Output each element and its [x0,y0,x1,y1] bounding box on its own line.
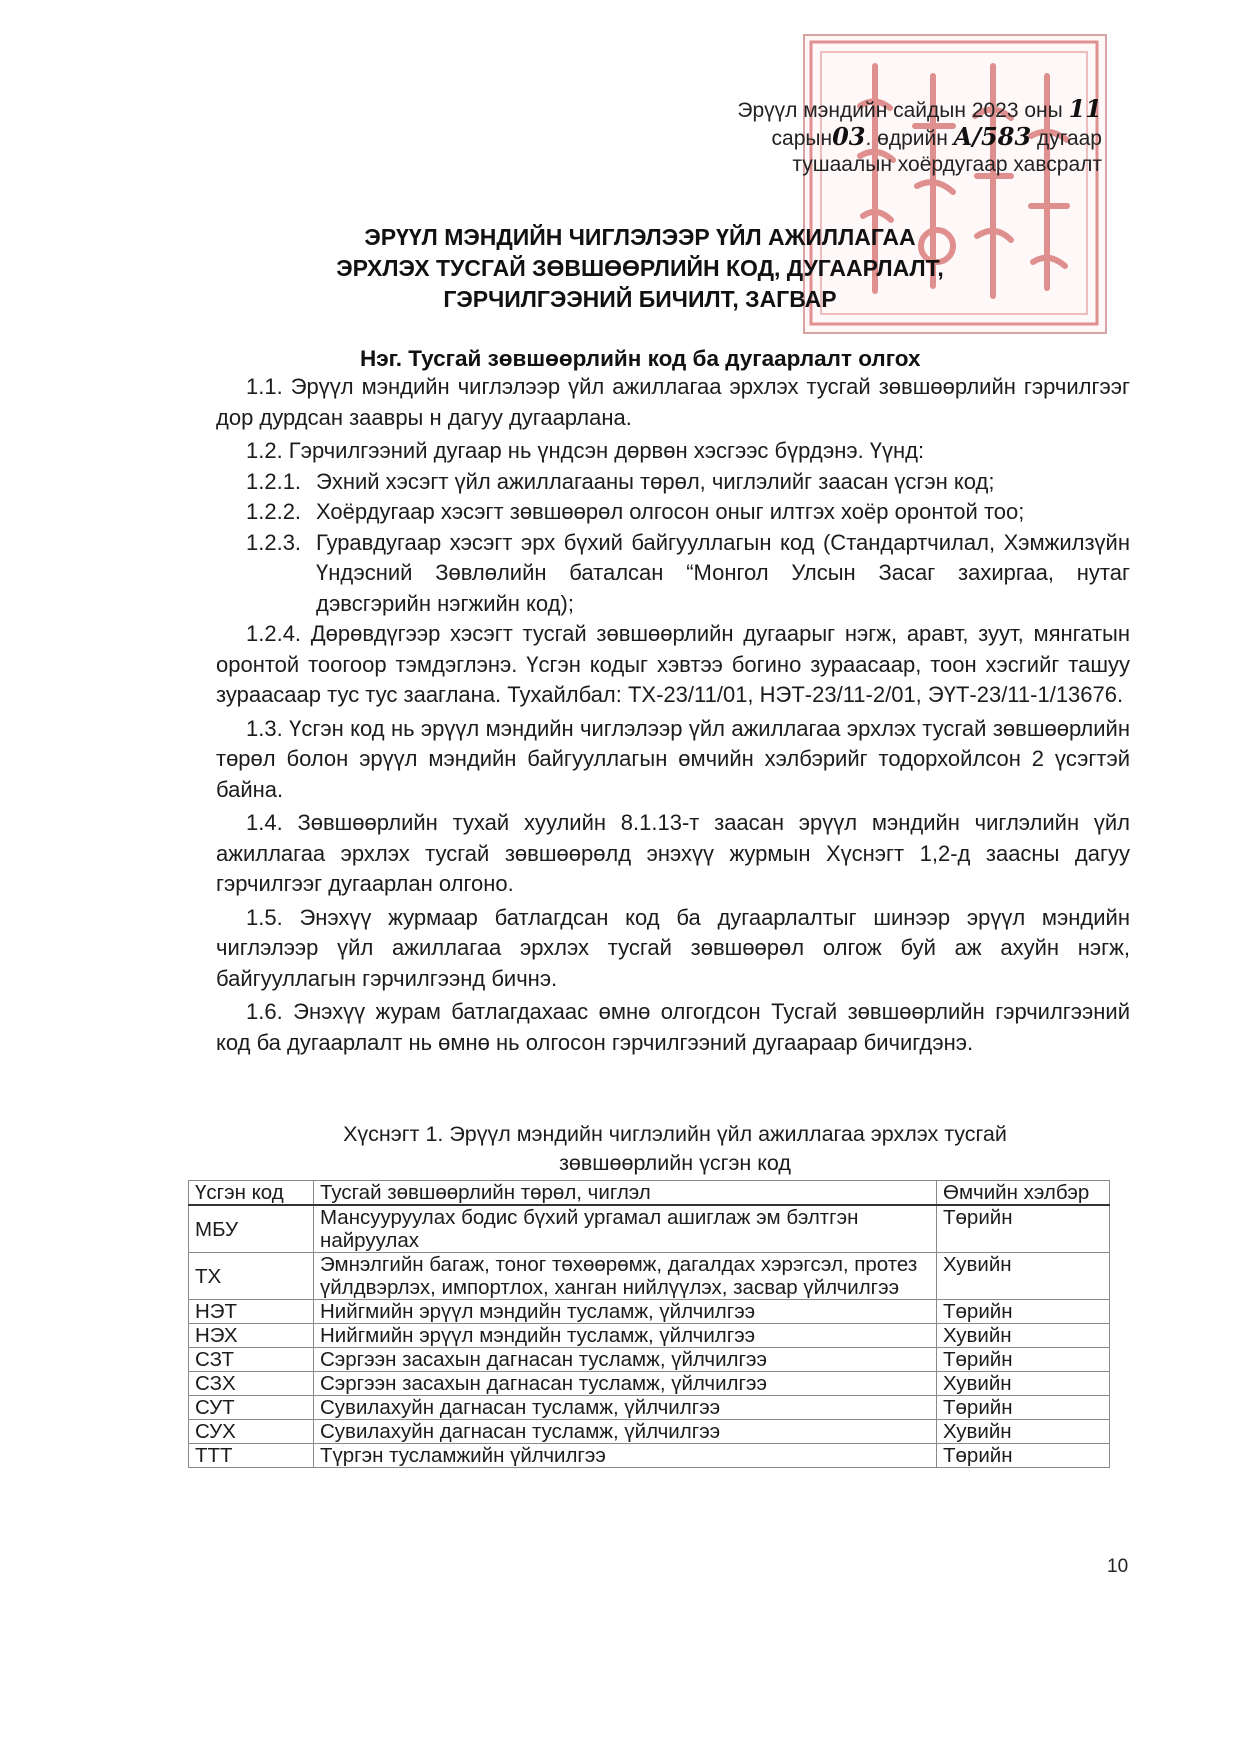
cell-license-type: Сэргээн засахын дагнасан тусламж, үйлчилгээ [314,1348,937,1372]
table-caption [260,1120,1090,1178]
paragraph-1-2: 1.2. Гэрчилгээний дугаар нь үндсэн дөрвөн хэсгээс бүрдэнэ. Үүнд: [246,438,925,463]
cell-ownership: Хувийн [937,1253,1110,1300]
cell-code: НЭТ [189,1300,314,1324]
clause-number: 1.2.1. [246,468,302,494]
paragraph-1-6: 1.6. Энэхүү журам батлагдахаас өмнө олгогдсон Тусгай зөвшөөрлийн гэрчилгээний код ба дугаарлалт нь өмнө нь олгосон гэрчилгээний дугаараар бичигдэнэ. [216,999,1130,1055]
cell-ownership: Хувийн [937,1372,1110,1396]
page-number: 10 [1107,1556,1129,1577]
cell-code: СЗХ [189,1372,314,1396]
cell-ownership: Төрийн [937,1396,1110,1420]
annex-note-line-1 [737,96,1102,124]
cell-license-type: Эмнэлгийн багаж, тоног төхөөрөмж, дагалдах хэрэгсэл, протез үйлдвэрлэх, импортлох, ханган нийлүүлэх, засвар үйлчилгээ [314,1253,937,1300]
annex-note [737,96,1102,178]
header-license-type: Тусгай зөвшөөрлийн төрөл, чиглэл [314,1181,937,1206]
paragraph-1-1: 1.1. Эрүүл мэндийн чиглэлээр үйл ажиллагаа эрхлэх тусгай зөвшөөрлийн гэрчилгээг дор дурдсан заавры н дагуу дугаарлана. [216,374,1130,430]
table-row [189,1300,1110,1324]
annex-note-day-label: . өдрийн [865,127,948,150]
handwritten-order-number: A/583 [953,122,1032,151]
cell-ownership: Төрийн [937,1205,1110,1253]
table-row [189,1253,1110,1300]
annex-note-month-label: сарын [771,127,833,150]
cell-code: МБУ [189,1205,314,1253]
cell-code: НЭХ [189,1324,314,1348]
table-row [189,1444,1110,1468]
table-row [189,1348,1110,1372]
title-line-3: ГЭРЧИЛГЭЭНИЙ БИЧИЛТ, ЗАГВАР [443,286,837,312]
cell-code: ТТТ [189,1444,314,1468]
cell-license-type: Сэргээн засахын дагнасан тусламж, үйлчилгээ [314,1372,937,1396]
cell-code: СУТ [189,1396,314,1420]
document-title [320,222,960,315]
table-caption-line-2: зөвшөөрлийн үсгэн код [559,1151,791,1175]
annex-note-line-3: тушаалын хоёрдугаар хавсралт [792,153,1102,176]
title-line-1: ЭРҮҮЛ МЭНДИЙН ЧИГЛЭЛЭЭР ҮЙЛ АЖИЛЛАГАА [364,224,916,250]
table-row [189,1372,1110,1396]
cell-license-type: Нийгмийн эрүүл мэндийн тусламж, үйлчилгээ [314,1300,937,1324]
table-header-row [189,1181,1110,1206]
table-row [189,1324,1110,1348]
paragraph-1-2-4: 1.2.4. Дөрөвдүгээр хэсэгт тусгай зөвшөөрлийн дугаарыг нэгж, аравт, зуут, мянгатын оронтой тоогоор тэмдэглэнэ. Үсгэн кодыг хэвтээ богино зураасаар, тоон хэсгийг ташуу зураасаар тус тус зааглана. Тухайлбал: ТХ-23/11/01, НЭТ-23/11-2/01, ЭҮТ-23/11-1/13676. [216,621,1130,707]
cell-code: ТХ [189,1253,314,1300]
handwritten-day: 03 [832,122,866,151]
handwritten-month: 11 [1068,94,1102,123]
paragraph-1-2-3 [216,528,1130,620]
cell-ownership: Төрийн [937,1300,1110,1324]
annex-note-line-2 [737,124,1102,152]
cell-license-type: Сувилахуйн дагнасан тусламж, үйлчилгээ [314,1396,937,1420]
header-letter-code: Үсгэн код [189,1181,314,1206]
paragraph-1-3: 1.3. Үсгэн код нь эрүүл мэндийн чиглэлээр үйл ажиллагаа эрхлэх тусгай зөвшөөрлийн төрөл болон эрүүл мэндийн байгууллагын өмчийн хэлбэрийг тодорхойлсон 2 үсэгтэй байна. [216,715,1130,802]
document-body [216,372,1130,1058]
table-row [189,1420,1110,1444]
cell-license-type: Түргэн тусламжийн үйлчилгээ [314,1444,937,1468]
clause-text: Хоёрдугаар хэсэгт зөвшөөрөл олгосон оныг илтгэх хоёр оронтой тоо; [316,499,1025,524]
cell-license-type: Мансууруулах бодис бүхий ургамал ашиглаж эм бэлтгэн найруулах [314,1205,937,1253]
annex-note-number-label: дугаар [1037,127,1102,150]
clause-number: 1.2.3. [246,529,302,555]
title-line-2: ЭРХЛЭХ ТУСГАЙ ЗӨВШӨӨРЛИЙН КОД, ДУГААРЛАЛТ, [336,255,944,281]
paragraph-1-2-2 [216,497,1130,528]
table-row [189,1205,1110,1253]
cell-ownership: Төрийн [937,1348,1110,1372]
clause-text: Эхний хэсэгт үйл ажиллагааны төрөл, чиглэлийг заасан үсгэн код; [316,468,995,494]
cell-ownership: Төрийн [937,1444,1110,1468]
table-row [189,1396,1110,1420]
cell-license-type: Нийгмийн эрүүл мэндийн тусламж, үйлчилгээ [314,1324,937,1348]
paragraph-1-4: 1.4. Зөвшөөрлийн тухай хуулийн 8.1.13-т заасан эрүүл мэндийн чиглэлийн үйл ажиллагаа эрхлэх тусгай зөвшөөрөлд энэхүү журмын Хүснэгт 1,2-д заасны дагуу гэрчилгээг дугаарлан олгоно. [216,810,1130,896]
clause-number: 1.2.2. [246,499,302,524]
license-code-table [188,1180,1110,1468]
cell-ownership: Хувийн [937,1324,1110,1348]
annex-note-prefix: Эрүүл мэндийн сайдын 2023 оны [737,99,1063,122]
cell-code: СЗТ [189,1348,314,1372]
paragraph-1-5: 1.5. Энэхүү журмаар батлагдсан код ба дугаарлалтыг шинээр эрүүл мэндийн чиглэлээр үйл ажиллагаа эрхлэх тусгай зөвшөөрөл олгож буй аж ахуйн нэгж, байгууллагын гэрчилгээнд бичнэ. [216,904,1130,991]
cell-code: СУХ [189,1420,314,1444]
clause-text: Гуравдугаар хэсэгт эрх бүхий байгууллагын код (Стандартчилал, Хэмжилзүйн Үндэсний Зөвлөлийн баталсан “Монгол Улсын Засаг захиргаа, нутаг дэвсгэрийн нэгжийн код); [316,529,1130,616]
cell-ownership: Хувийн [937,1420,1110,1444]
table-caption-line-1: Хүснэгт 1. Эрүүл мэндийн чиглэлийн үйл ажиллагаа эрхлэх тусгай [343,1122,1007,1146]
cell-license-type: Сувилахуйн дагнасан тусламж, үйлчилгээ [314,1420,937,1444]
header-ownership: Өмчийн хэлбэр [937,1181,1110,1206]
paragraph-1-2-1 [216,467,1130,498]
section-heading: Нэг. Тусгай зөвшөөрлийн код ба дугаарлалт олгох [360,346,921,371]
